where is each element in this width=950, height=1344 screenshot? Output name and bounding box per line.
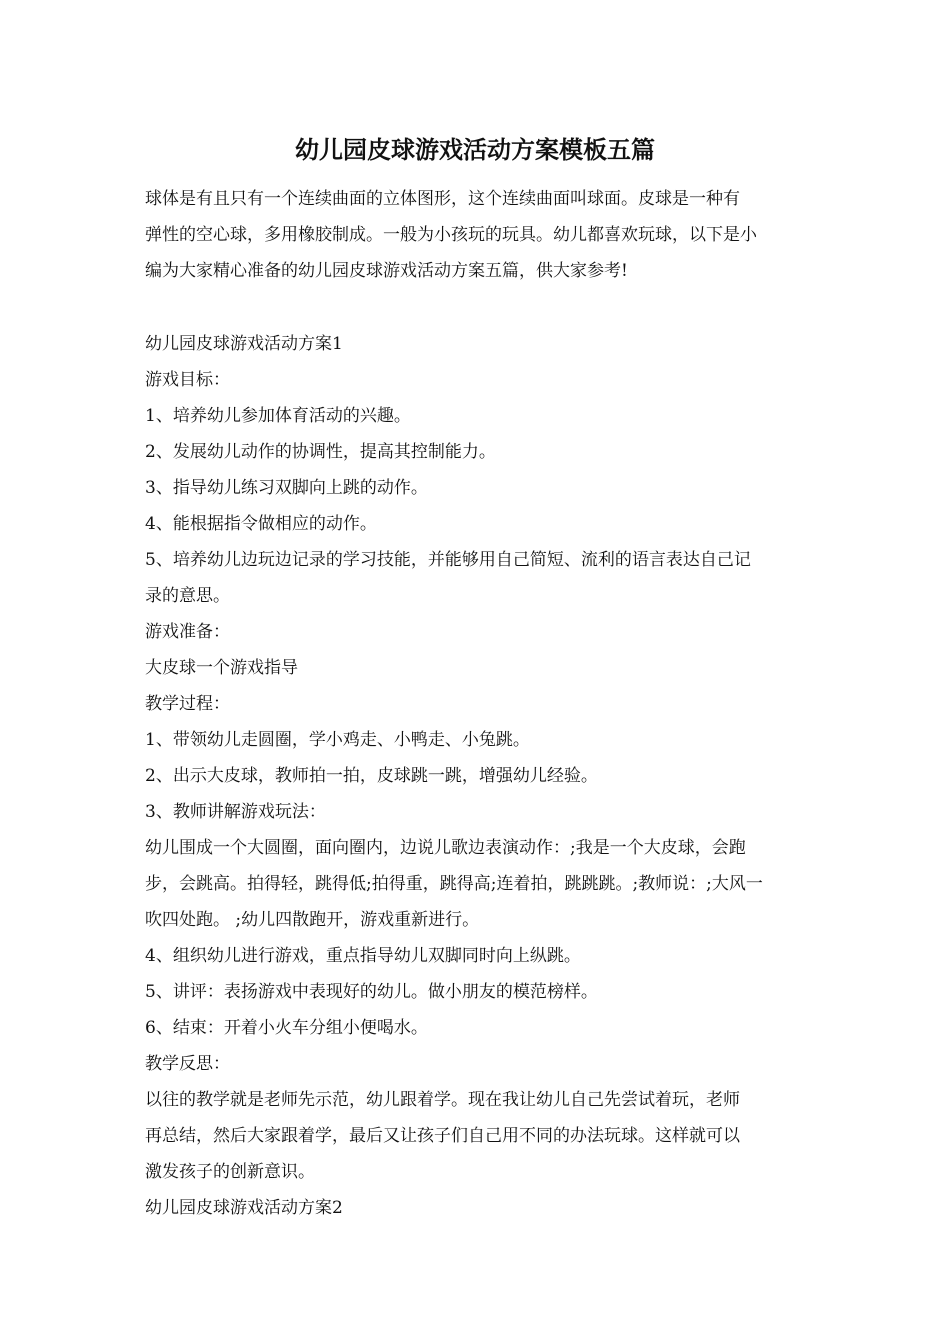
list-item: 3、教师讲解游戏玩法： — [145, 802, 326, 822]
list-item: 2、发展幼儿动作的协调性，提高其控制能力。 — [145, 442, 496, 462]
subheading: 教学反思： — [145, 1054, 230, 1074]
subheading: 游戏准备： — [145, 622, 230, 642]
section-heading: 幼儿园皮球游戏活动方案2 — [145, 1198, 343, 1218]
paragraph-line: 激发孩子的创新意识。 — [145, 1162, 315, 1182]
list-item: 5、培养幼儿边玩边记录的学习技能，并能够用自己简短、流利的语言表达自己记 — [145, 550, 751, 570]
document-body — [145, 326, 810, 1226]
intro-line: 球体是有且只有一个连续曲面的立体图形，这个连续曲面叫球面。皮球是一种有 — [145, 189, 740, 209]
list-item: 4、能根据指令做相应的动作。 — [145, 514, 377, 534]
subheading: 游戏目标： — [145, 370, 230, 390]
paragraph-line: 幼儿围成一个大圆圈，面向圈内，边说儿歌边表演动作：;我是一个大皮球，会跑 — [145, 838, 746, 858]
paragraph-line: 再总结，然后大家跟着学，最后又让孩子们自己用不同的办法玩球。这样就可以 — [145, 1126, 740, 1146]
list-item: 1、带领幼儿走圆圈，学小鸡走、小鸭走、小兔跳。 — [145, 730, 530, 750]
list-item-continued: 录的意思。 — [145, 586, 230, 606]
list-item: 6、结束：开着小火车分组小便喝水。 — [145, 1018, 428, 1038]
paragraph-line: 以往的教学就是老师先示范，幼儿跟着学。现在我让幼儿自己先尝试着玩，老师 — [145, 1090, 740, 1110]
list-item: 3、指导幼儿练习双脚向上跳的动作。 — [145, 478, 428, 498]
subheading: 教学过程： — [145, 694, 230, 714]
document-title: 幼儿园皮球游戏活动方案模板五篇 — [295, 135, 655, 164]
intro-line: 弹性的空心球，多用橡胶制成。一般为小孩玩的玩具。幼儿都喜欢玩球，以下是小 — [145, 225, 757, 245]
list-item: 2、出示大皮球，教师拍一拍，皮球跳一跳，增强幼儿经验。 — [145, 766, 598, 786]
paragraph-line: 吹四处跑。 ;幼儿四散跑开，游戏重新进行。 — [145, 910, 480, 930]
paragraph-line: 步，会跳高。拍得轻，跳得低;拍得重，跳得高;连着拍，跳跳跳。;教师说：;大风一 — [145, 874, 763, 894]
list-item: 1、培养幼儿参加体育活动的兴趣。 — [145, 406, 411, 426]
intro-paragraph — [145, 181, 810, 289]
paragraph-line: 大皮球一个游戏指导 — [145, 658, 298, 678]
list-item: 5、讲评：表扬游戏中表现好的幼儿。做小朋友的模范榜样。 — [145, 982, 598, 1002]
intro-line: 编为大家精心准备的幼儿园皮球游戏活动方案五篇，供大家参考! — [145, 261, 628, 281]
section-heading: 幼儿园皮球游戏活动方案1 — [145, 334, 343, 354]
list-item: 4、组织幼儿进行游戏，重点指导幼儿双脚同时向上纵跳。 — [145, 946, 581, 966]
